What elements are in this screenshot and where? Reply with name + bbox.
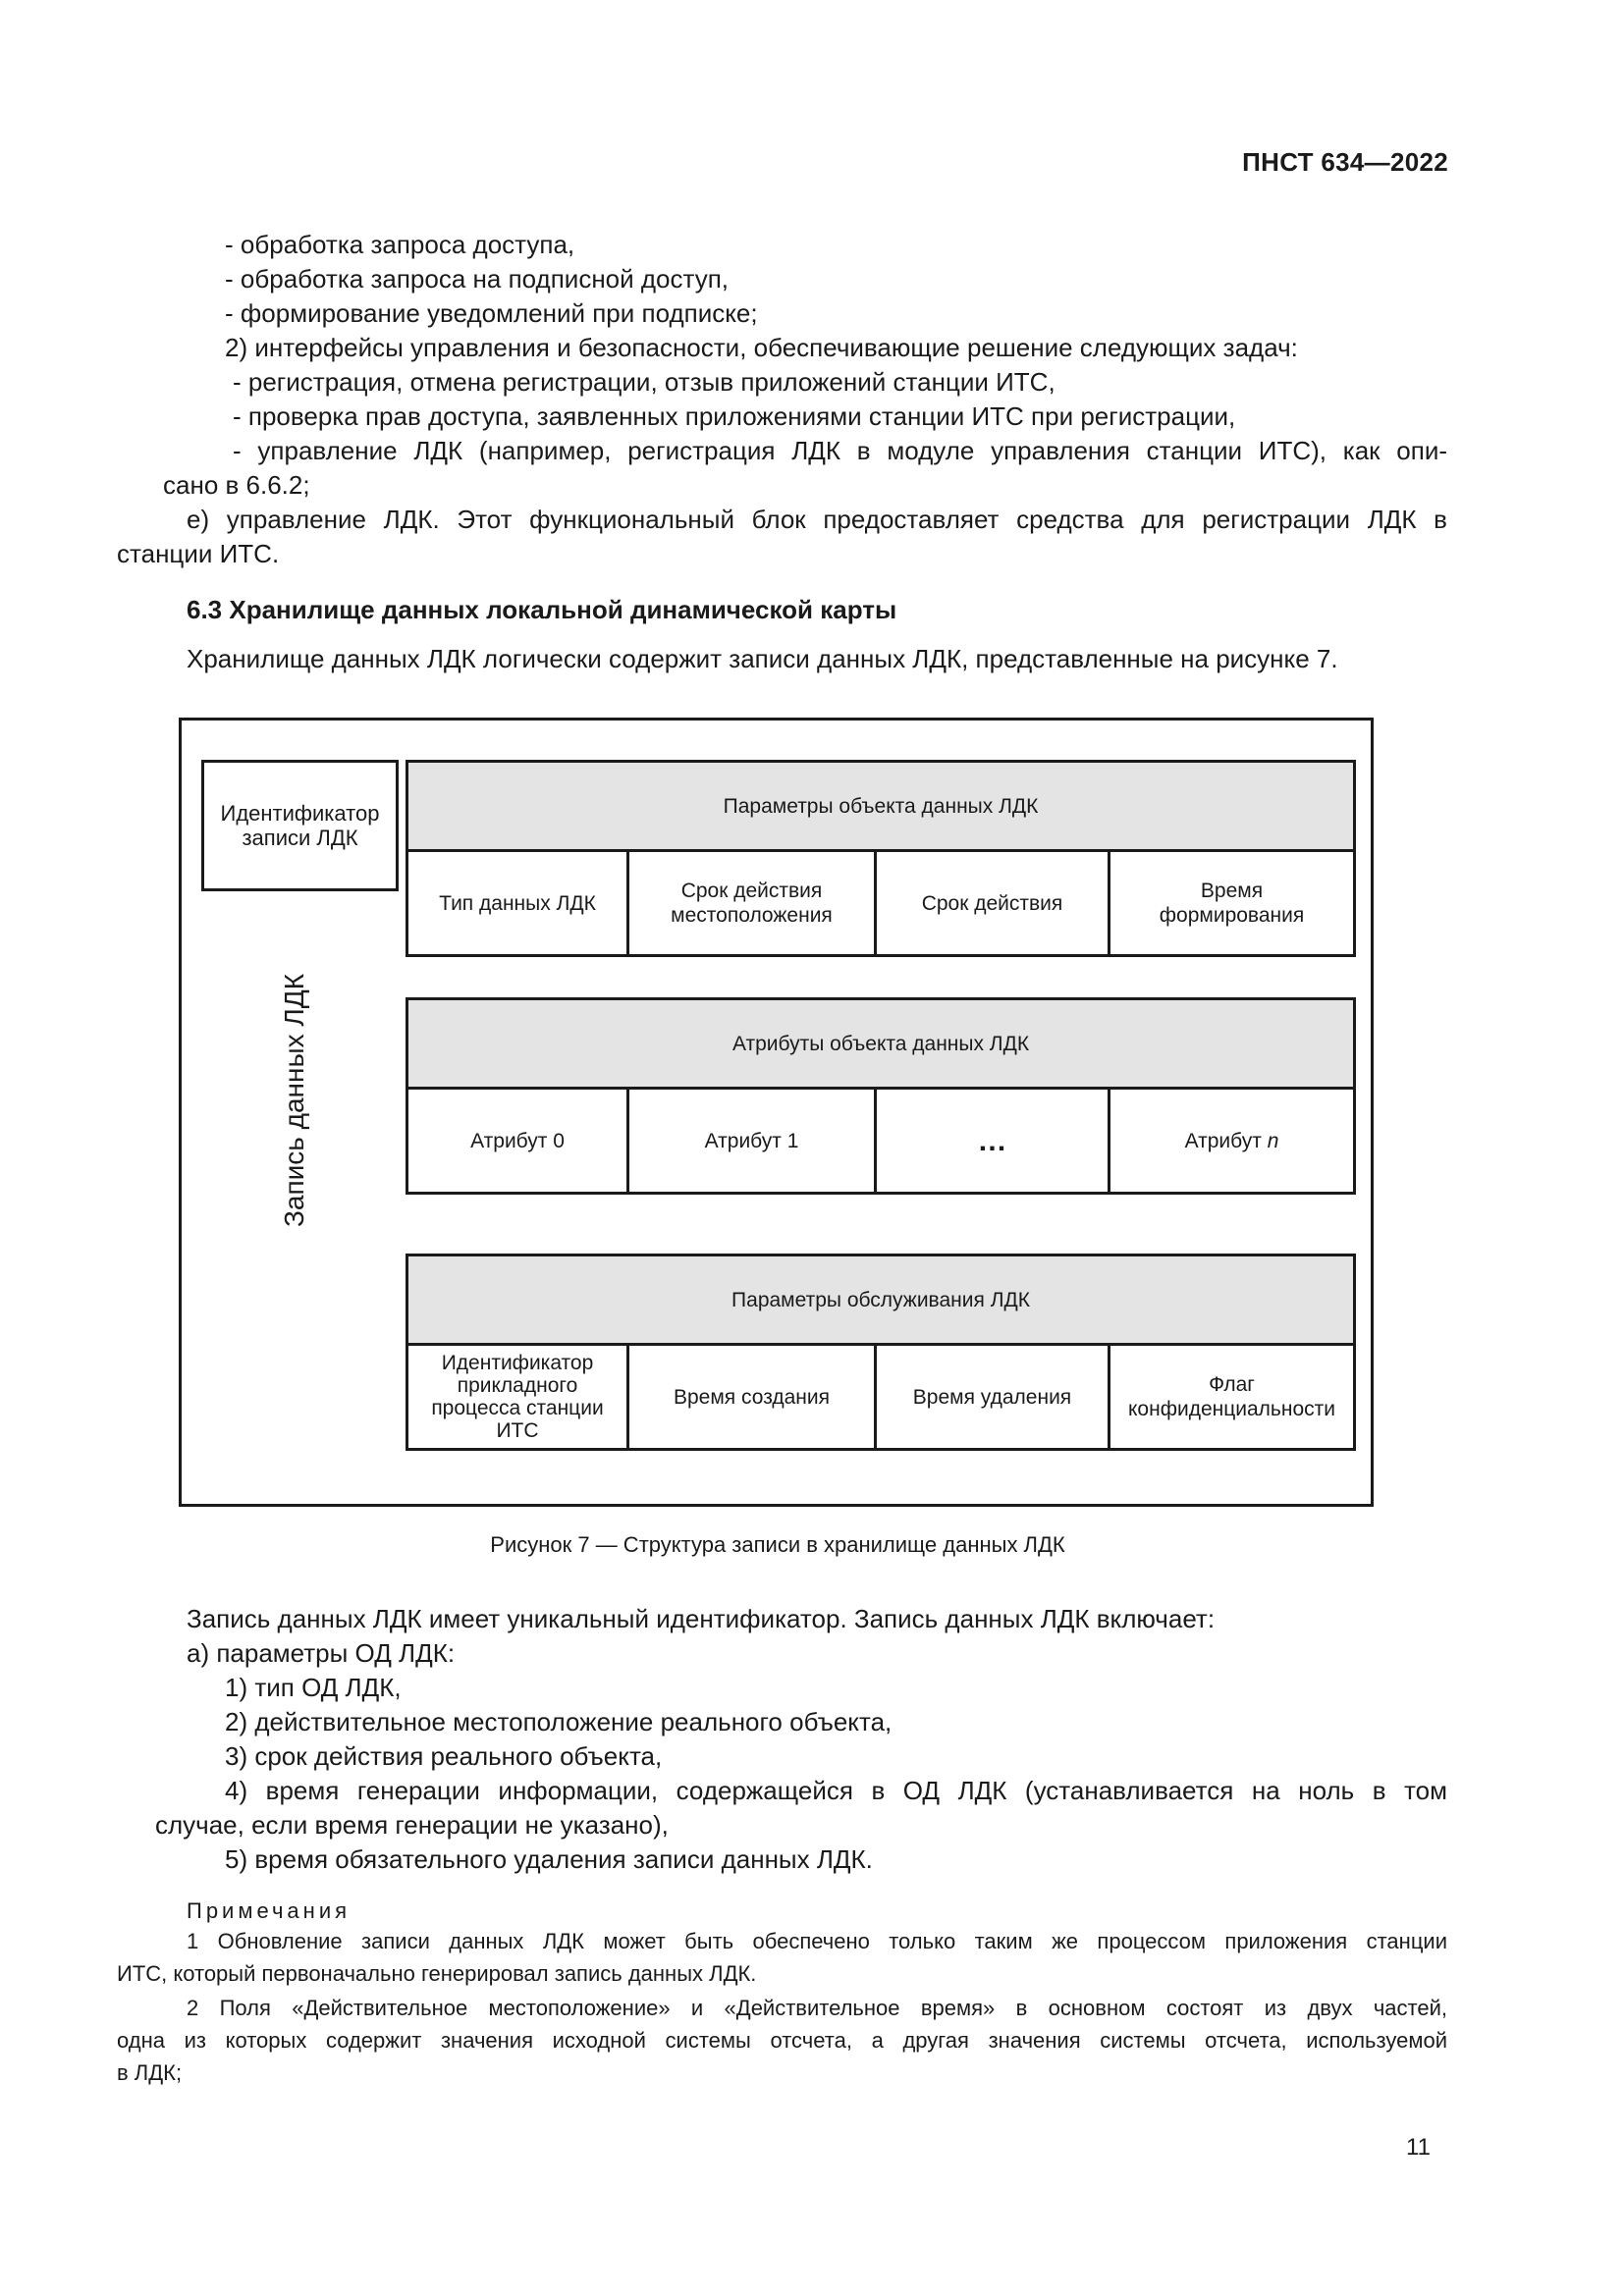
section-heading: 6.3 Хранилище данных локальной динамической карты [187,595,897,624]
paragraph: Запись данных ЛДК имеет уникальный идентификатор. Запись данных ЛДК включает: [187,1604,1216,1633]
list-item: 4) время генерации информации, содержащейся в ОД ЛДК (устанавливается на ноль в том [225,1776,1447,1805]
group-object-parameters [406,760,1356,957]
table-cell: Идентификатор прикладного процесса станции ИТС [431,1352,604,1442]
notes-title: Примечания [187,1898,352,1923]
note-line: 2 Поля «Действительное местоположение» и «Действительное время» в основном состоят из двух частей, [187,1996,1447,2020]
group-title: Атрибуты объекта данных ЛДК [408,1000,1353,1090]
group-title: Параметры обслуживания ЛДК [408,1256,1353,1346]
group-service-parameters [406,1254,1356,1451]
list-item: 3) срок действия реального объекта, [225,1741,663,1771]
list-item: 1) тип ОД ЛДК, [225,1673,402,1702]
note-line: 1 Обновление записи данных ЛДК может быть обеспечено только таким же процессом приложения станции [187,1929,1447,1953]
table-cell: Срок действия местоположения [671,880,833,927]
list-item: - обработка запроса на подписной доступ, [225,264,730,294]
list-item: сано в 6.6.2; [163,470,310,500]
list-item: 2) интерфейсы управления и безопасности, обеспечивающие решение следующих задач: [225,333,1298,362]
table-cell: Атрибут 0 [470,1129,565,1152]
vertical-label: Запись данных ЛДК [279,973,309,1228]
id-box [201,760,399,891]
list-item: - проверка прав доступа, заявленных приложениями станции ИТС при регистрации, [233,401,1236,431]
list-item: - управление ЛДК (например, регистрация ЛДК в модуле управления станции ИТС), как опи- [233,436,1447,465]
table-cell: … [977,1124,1007,1157]
figure-caption: Рисунок 7 — Структура записи в хранилище данных ЛДК [490,1532,1065,1557]
list-item: - обработка запроса доступа, [225,230,575,259]
list-item: 5) время обязательного удаления записи данных ЛДК. [225,1844,873,1874]
note-line: одна из которых содержит значения исходной системы отсчета, а другая значения системы отсчета, используемой [117,2028,1447,2053]
list-item: - регистрация, отмена регистрации, отзыв приложений станции ИТС, [233,367,1056,397]
attribute-n-label: Атрибут [1184,1129,1262,1152]
paragraph: е) управление ЛДК. Этот функциональный блок предоставляет средства для регистрации ЛДК в [187,505,1447,534]
list-item: случае, если время генерации не указано), [155,1810,669,1840]
note-line: ИТС, который первоначально генерировал запись данных ЛДК. [117,1961,757,1986]
paragraph: станции ИТС. [117,539,280,568]
list-item: а) параметры ОД ЛДК: [187,1638,456,1668]
table-cell: Время создания [674,1385,830,1409]
table-cell: Атрибут 1 [704,1129,799,1152]
group-object-attributes [406,997,1356,1195]
table-cell: Срок действия [921,891,1063,915]
document-header: ПНСТ 634—2022 [1242,147,1448,177]
section-intro: Хранилище данных ЛДК логически содержит записи данных ЛДК, представленные на рисунке 7. [187,644,1338,673]
note-line: в ЛДК; [117,2060,183,2085]
attribute-n-index: n [1267,1129,1279,1152]
group-title: Параметры объекта данных ЛДК [408,763,1353,852]
table-cell: Время удаления [912,1385,1072,1409]
table-cell [1110,1090,1353,1192]
page-number: 11 [1406,2134,1431,2161]
list-item: 2) действительное местоположение реального объекта, [225,1707,893,1736]
list-item: - формирование уведомлений при подписке; [225,298,758,328]
table-cell: Время формирования [1159,880,1305,927]
table-cell: Флаг конфиденциальности [1128,1373,1335,1420]
id-box-label: Идентификатор записи ЛДК [220,801,380,850]
table-cell: Тип данных ЛДК [439,891,596,915]
